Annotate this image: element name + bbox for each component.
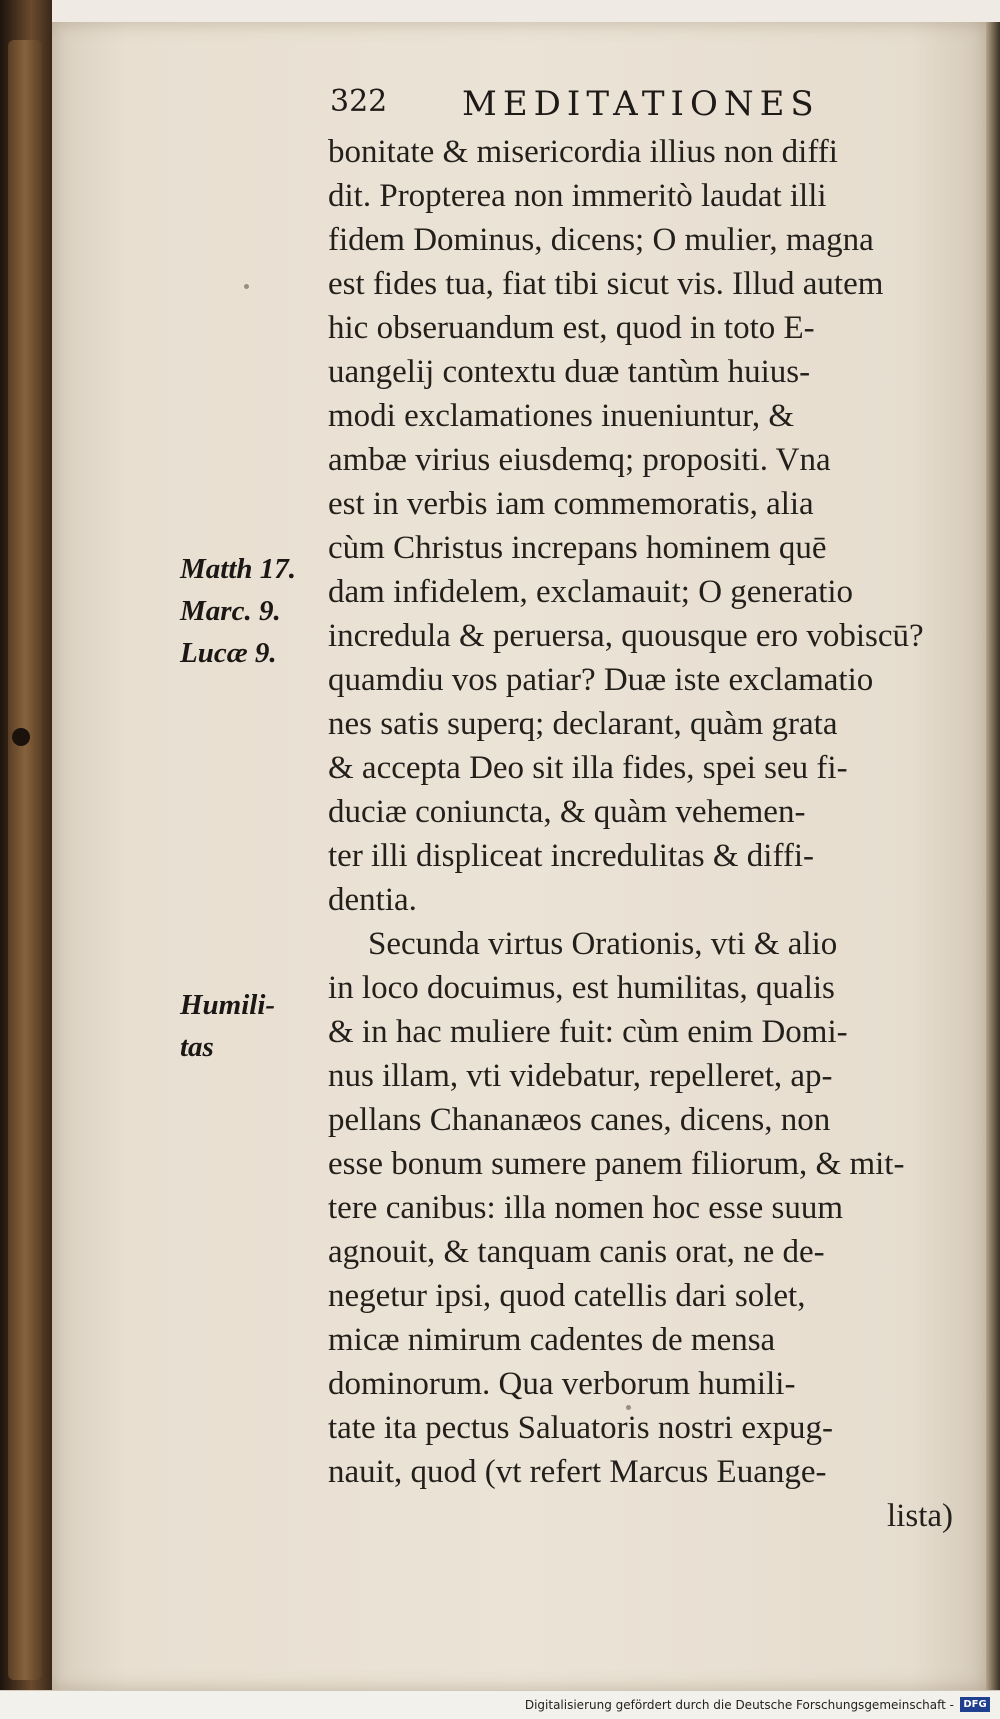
text-line: dam infidelem, exclamauit; O generatio	[328, 574, 854, 610]
margin-note-humilitas-1: Humili-	[180, 989, 276, 1021]
text-line: in loco docuimus, est humilitas, qualis	[328, 970, 835, 1006]
text-line: fidem Dominus, dicens; O mulier, magna	[328, 222, 874, 258]
text-line: lista)	[887, 1498, 953, 1534]
margin-ref-matthew: Matth 17.	[180, 553, 297, 585]
binding-knot	[12, 728, 30, 746]
text-line: bonitate & misericordia illius non diffi	[328, 134, 838, 170]
body-text	[328, 130, 953, 1538]
dfg-logo: DFG	[960, 1697, 990, 1712]
text-line: tere canibus: illa nomen hoc esse suum	[328, 1190, 844, 1226]
text-line: cùm Christus increpans hominem quē	[328, 530, 827, 566]
text-line: quamdiu vos patiar? Duæ iste exclamatio	[328, 662, 874, 698]
book-binding	[0, 0, 52, 1690]
text-line: micæ nimirum cadentes de mensa	[328, 1322, 776, 1358]
text-line: est in verbis iam commemoratis, alia	[328, 486, 814, 522]
margin-notes	[180, 548, 330, 1068]
page-header	[330, 84, 930, 128]
margin-ref-mark: Marc. 9.	[180, 595, 281, 627]
margin-note-humilitas-2: tas	[180, 1031, 214, 1063]
text-line: dit. Propterea non immeritò laudat illi	[328, 178, 827, 214]
text-line: negetur ipsi, quod catellis dari solet,	[328, 1278, 806, 1314]
text-line: uangelij contextu duæ tantùm huius-	[328, 354, 811, 390]
page-smudge	[244, 284, 249, 289]
text-line: esse bonum sumere panem filiorum, & mit-	[328, 1146, 905, 1182]
footer-bar	[0, 1690, 1000, 1719]
text-line: pellans Chananæos canes, dicens, non	[328, 1102, 831, 1138]
margin-ref-luke: Lucæ 9.	[180, 637, 277, 669]
text-line: agnouit, & tanquam canis orat, ne de-	[328, 1234, 825, 1270]
text-line: incredula & peruersa, quousque ero vobiscū?	[328, 618, 924, 654]
text-line: & in hac muliere fuit: cùm enim Domi-	[328, 1014, 848, 1050]
binding-spine	[8, 40, 42, 1680]
text-line: modi exclamationes inueniuntur, &	[328, 398, 795, 434]
text-line: nauit, quod (vt refert Marcus Euange-	[328, 1454, 827, 1490]
text-line: nus illam, vti videbatur, repelleret, ap-	[328, 1058, 833, 1094]
text-line: est fides tua, fiat tibi sicut vis. Illud autem	[328, 266, 884, 302]
page-edge	[986, 22, 1000, 1690]
text-line: & accepta Deo sit illa fides, spei seu fi-	[328, 750, 848, 786]
text-line: dentia.	[328, 882, 417, 918]
page-number: 322	[330, 84, 388, 119]
text-line: Secunda virtus Orationis, vti & alio	[368, 926, 838, 962]
text-line: ter illi displiceat incredulitas & diffi-	[328, 838, 815, 874]
funding-note: Digitalisierung gefördert durch die Deutsche Forschungsgemeinschaft -	[524, 1698, 954, 1712]
text-line: hic obseruandum est, quod in toto E-	[328, 310, 815, 346]
text-line: duciæ coniuncta, & quàm vehemen-	[328, 794, 806, 830]
text-line: ambæ virius eiusdemq; propositi. Vna	[328, 442, 831, 478]
running-head: MEDITATIONES	[462, 84, 820, 124]
text-line: nes satis superq; declarant, quàm grata	[328, 706, 838, 742]
text-line: dominorum. Qua verborum humili-	[328, 1366, 796, 1402]
text-line: tate ita pectus Saluatoris nostri expug-	[328, 1410, 833, 1446]
